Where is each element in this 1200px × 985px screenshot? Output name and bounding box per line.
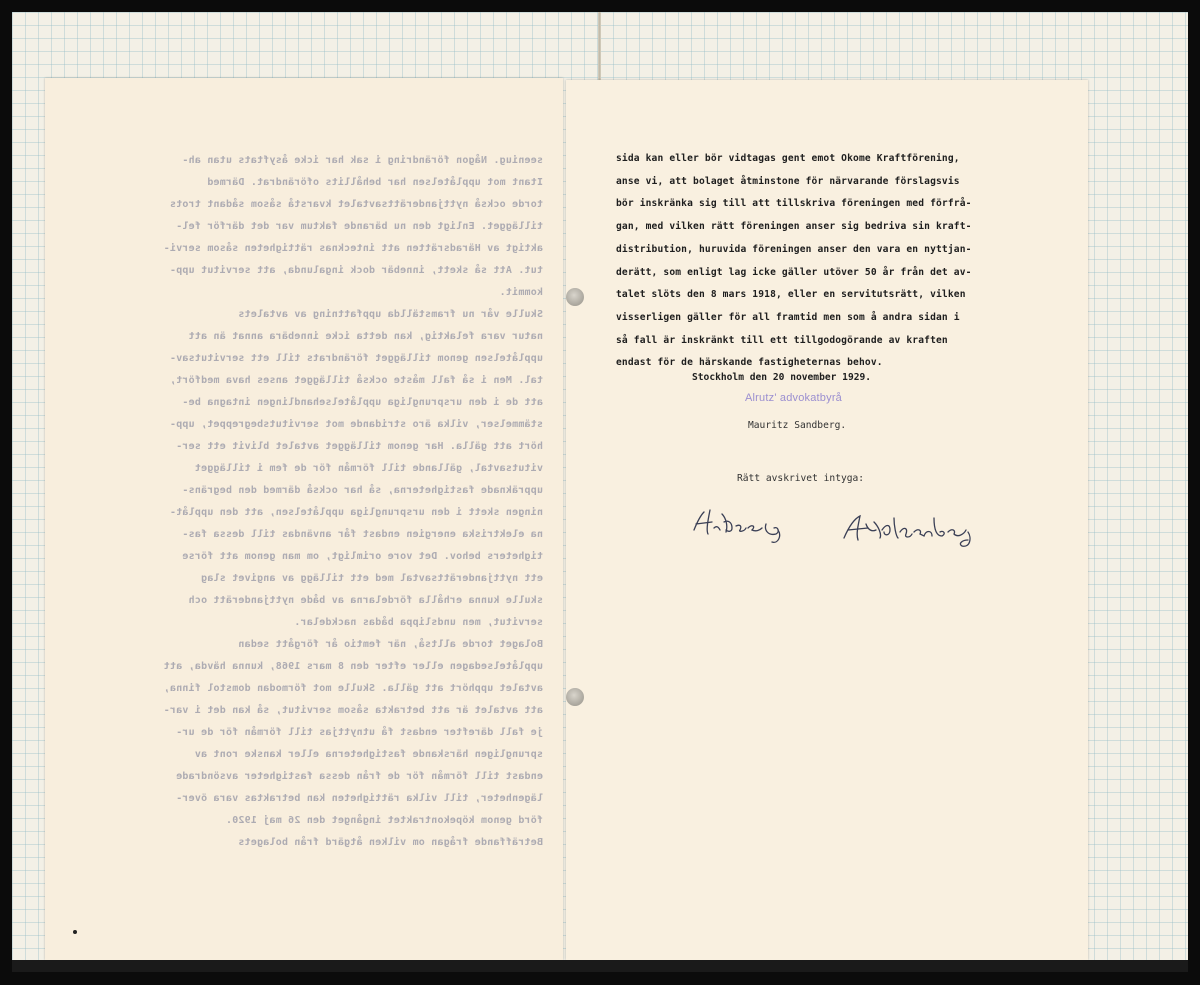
ink-dot: [73, 930, 77, 934]
show-through-text: [63, 150, 543, 854]
punch-hole-top: [566, 288, 584, 306]
show-through-line: vitutsavtal, gällande till förmån för de fem i tillägget: [194, 463, 543, 474]
letter-line: bör inskränka sig till att tillskriva föreningen med förfrå-: [616, 198, 972, 210]
handwritten-signature-2: [838, 504, 988, 554]
punch-hole-bottom: [566, 688, 584, 706]
show-through-line: skulle kunna erhålla fördelarna av både nyttjanderätt och: [188, 595, 543, 606]
show-through-line: stämmelser, vilka äro stridande mot servitutsbegreppet, upp-: [169, 419, 543, 430]
show-through-line: att avtalet är att betrakta såsom servitut, så kan det i var-: [163, 705, 543, 716]
show-through-line: na elektriska energien endast får användas till dessa fas-: [182, 529, 543, 540]
letter-line: så fall är inskränkt till ett tillgodogörande av kraften: [616, 334, 948, 346]
letter-line: visserligen gäller för all framtid men som å andra sidan i: [616, 311, 960, 323]
show-through-line: je fall därefter endast få utnyttjas till förmån för de ur-: [175, 727, 543, 738]
letter-line: anse vi, att bolaget åtminstone för närvarande förslagsvis: [616, 175, 960, 187]
scan-bottom-edge: [12, 960, 1188, 972]
show-through-line: Bolaget torde alltså, när femtio år förgått sedan: [238, 639, 543, 650]
show-through-line: tut. Att så skett, innebär dock ingalunda, att servitut upp-: [169, 265, 543, 276]
show-through-line: natur vara felaktig, kan detta icke innebära annat än att: [188, 331, 543, 342]
show-through-line: aktigt av Häradsrätten att intecknas rättigheten såsom servi-: [163, 243, 543, 254]
show-through-line: tigheters behov. Det vore orimligt, om man genom att förse: [182, 551, 543, 562]
show-through-line: tal. Men i så fall måste också tillägget anses hava medfört,: [169, 375, 543, 386]
letter-line: sida kan eller bör vidtagas gent emot Okome Kraftförening,: [616, 153, 960, 164]
show-through-line: upplåtelsen genom tillägget förändrats till ett servitutsav-: [169, 353, 543, 364]
show-through-line: lägenheter, till vilka rättigheten kan betraktas vara över-: [175, 793, 543, 804]
place-and-date: Stockholm den 20 november 1929.: [692, 372, 872, 383]
show-through-line: tillägget. Enligt den nu bärande faktum var det därför fel-: [175, 221, 543, 232]
show-through-line: Skulle vår nu framställda uppfattning av avtalets: [238, 309, 543, 320]
show-through-line: sprungligen härskande fastigheterna eller kanske ront av: [194, 749, 543, 760]
letter-body: [616, 148, 1076, 375]
letter-line: derätt, som enligt lag icke gäller utöver 50 år från det av-: [616, 266, 972, 278]
signer-name: Mauritz Sandberg.: [748, 420, 847, 431]
letter-line: gan, med vilken rätt föreningen anser sig bedriva sin kraft-: [616, 221, 972, 233]
show-through-line: Itant mot upplåtelsen har behållits oförändrat. Därmed: [207, 177, 543, 188]
show-through-line: endast till förmån för de från dessa fastigheter avsöndrade: [175, 771, 543, 782]
show-through-line: ningen skett i den ursprungliga upplåtelsen, att den upplåt-: [169, 507, 543, 518]
right-typed-page: [566, 80, 1088, 960]
left-typed-page: [45, 78, 563, 960]
certification-line: Rätt avskrivet intyga:: [737, 473, 865, 484]
show-through-line: att de i den ursprungliga upplåtelsehandlingen intagna be-: [182, 397, 543, 408]
law-firm-stamp: Alrutz' advokatbyrå: [745, 392, 842, 404]
show-through-line: avtalet upphört att gälla. Skulle mot förmodan domstol finna,: [163, 683, 543, 694]
show-through-line: seeniug. Någon förändring i sak har icke åsyftats utan ah-: [182, 155, 543, 166]
letter-line: distribution, huruvida föreningen anser den vara en nyttjan-: [616, 243, 972, 255]
show-through-line: hört att gälla. Har genom tillägget avtalet blivit ett ser-: [175, 441, 543, 452]
show-through-line: upplåtelsedagen eller efter den 8 mars 1968, kunna hävda, att: [163, 661, 543, 672]
handwritten-signature-1: [686, 500, 806, 550]
show-through-line: Beträffande frågan om vilken åtgärd från bolagets: [238, 837, 543, 848]
show-through-line: förd genom köpekontraktet ingånget den 26 maj 1920.: [225, 815, 543, 826]
letter-line: endast för de härskande fastigheternas behov.: [616, 357, 883, 369]
show-through-line: torde också nyttjanderättsavtalet kvarstå såsom sådant trots: [169, 199, 543, 210]
letter-line: talet slöts den 8 mars 1918, eller en servitutsrätt, vilken: [616, 289, 966, 301]
show-through-line: uppräknade fastigheterna, så har också därmed den begräns-: [182, 485, 543, 496]
show-through-line: servitut, men undslippa bådas nackdelar.: [294, 617, 543, 628]
show-through-line: kommit.: [499, 287, 543, 298]
show-through-line: ett nyttjanderättsavtal med ett tillägg av angivet slag: [200, 573, 543, 584]
